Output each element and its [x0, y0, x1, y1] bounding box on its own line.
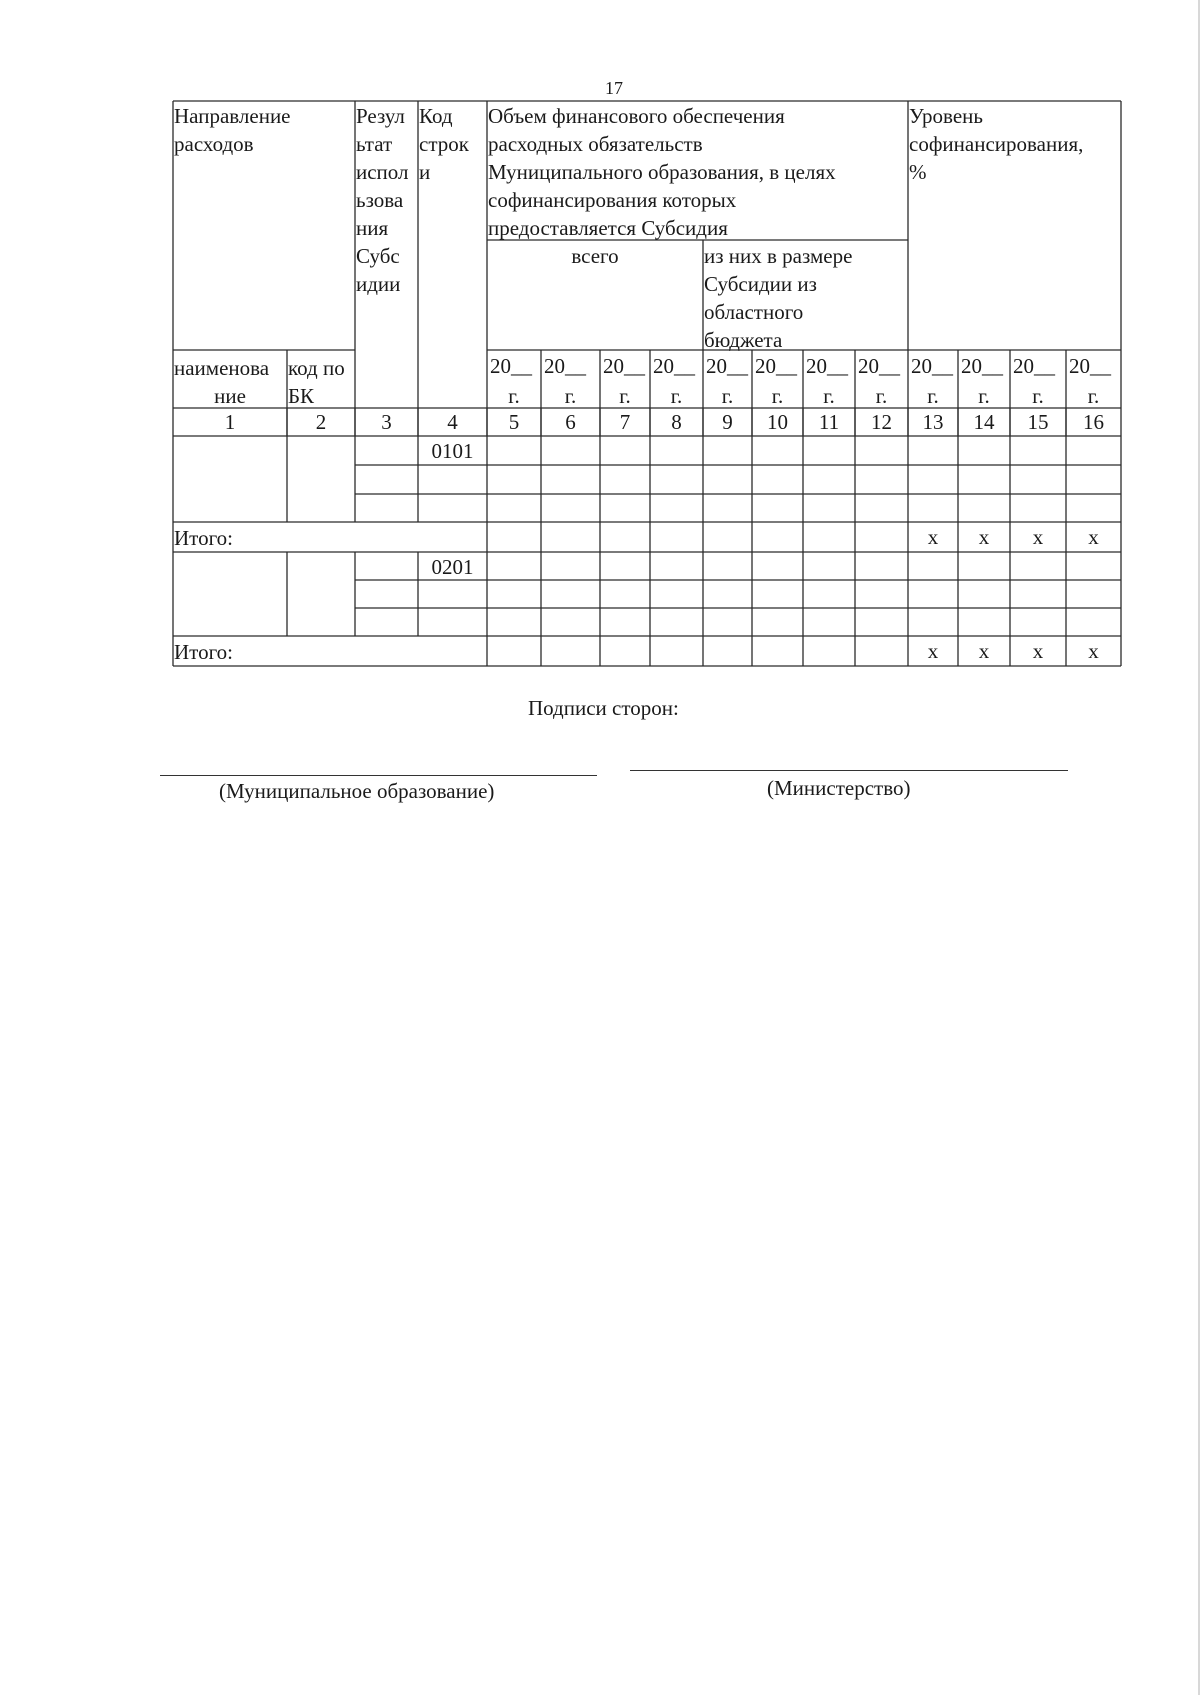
- header-result: испол: [356, 160, 409, 184]
- header-of-them: из них в размере: [704, 244, 853, 268]
- header-level: Уровень: [909, 104, 983, 128]
- header-result: идии: [356, 272, 401, 296]
- year-label: 20__: [706, 354, 748, 378]
- header-of-them: Субсидии из: [704, 272, 817, 296]
- year-label: 20__: [806, 354, 848, 378]
- year-label: г.: [927, 384, 939, 408]
- year-label: 20__: [653, 354, 695, 378]
- header-level: софинансирования,: [909, 132, 1084, 156]
- signature-caption-municipality: (Муниципальное образование): [219, 779, 495, 803]
- header-kbk: код по: [288, 356, 345, 380]
- column-number: 9: [722, 410, 733, 434]
- x-mark: x: [1088, 639, 1099, 663]
- column-number: 15: [1027, 410, 1049, 434]
- year-label: г.: [875, 384, 888, 408]
- column-number: 16: [1083, 410, 1104, 434]
- header-direction: расходов: [174, 132, 254, 156]
- header-code: Код: [419, 104, 453, 128]
- header-result: ния: [356, 216, 389, 240]
- header-volume: софинансирования которых: [488, 188, 737, 212]
- header-name: наименова: [174, 356, 270, 380]
- column-number: 10: [767, 410, 788, 434]
- year-label: 20__: [961, 354, 1003, 378]
- year-label: 20__: [603, 354, 645, 378]
- header-volume: расходных обязательств: [488, 132, 703, 156]
- year-label: 20__: [755, 354, 797, 378]
- year-label: г.: [771, 384, 784, 408]
- column-number: 13: [922, 410, 944, 434]
- header-level: %: [909, 160, 927, 184]
- year-label: 20__: [858, 354, 900, 378]
- column-number: 11: [818, 410, 840, 434]
- header-volume: Муниципального образования, в целях: [488, 160, 836, 184]
- total-label: Итого:: [174, 640, 233, 664]
- year-label: г.: [1087, 384, 1100, 408]
- x-mark: x: [1032, 639, 1044, 663]
- x-mark: x: [978, 639, 990, 663]
- x-mark: x: [1088, 525, 1099, 549]
- row-code: 0201: [431, 555, 474, 579]
- column-number: 2: [315, 410, 327, 434]
- header-kbk: БК: [288, 384, 315, 408]
- header-result: Субс: [356, 244, 400, 268]
- column-number: 3: [381, 410, 392, 434]
- year-label: г.: [670, 384, 683, 408]
- page-number: 17: [605, 78, 623, 98]
- header-direction: Направление: [174, 104, 291, 128]
- header-of-them: бюджета: [704, 328, 783, 352]
- year-label: г.: [721, 384, 734, 408]
- column-number: 1: [224, 410, 236, 434]
- x-mark: x: [927, 525, 939, 549]
- header-of-them: областного: [704, 300, 804, 324]
- header-total: всего: [571, 244, 619, 268]
- year-label: г.: [1032, 384, 1044, 408]
- column-number: 8: [671, 410, 682, 434]
- year-label: 20__: [490, 354, 532, 378]
- year-label: г.: [564, 384, 577, 408]
- signatures-title: Подписи сторон:: [528, 696, 679, 720]
- column-number: 14: [973, 410, 995, 434]
- year-label: г.: [619, 384, 631, 408]
- column-number: 7: [619, 410, 631, 434]
- row-code: 0101: [431, 439, 474, 463]
- column-number: 5: [508, 410, 520, 434]
- year-label: 20__: [1069, 354, 1111, 378]
- x-mark: x: [927, 639, 939, 663]
- column-number: 12: [871, 410, 892, 434]
- year-label: г.: [508, 384, 520, 408]
- header-result: ьзова: [356, 188, 404, 212]
- header-name: ние: [214, 384, 246, 408]
- header-code: строк: [419, 132, 469, 156]
- year-label: г.: [823, 384, 835, 408]
- signature-line-ministry: [630, 770, 1068, 771]
- x-mark: x: [978, 525, 990, 549]
- header-volume: предоставляется Субсидия: [488, 216, 728, 240]
- total-label: Итого:: [174, 526, 233, 550]
- header-result: ьтат: [356, 132, 393, 156]
- header-volume: Объем финансового обеспечения: [488, 104, 785, 128]
- year-label: г.: [978, 384, 990, 408]
- year-label: 20__: [544, 354, 586, 378]
- header-result: Резул: [356, 104, 405, 128]
- signature-line-municipality: [160, 775, 597, 776]
- x-mark: x: [1032, 525, 1044, 549]
- column-number: 4: [447, 410, 458, 434]
- signature-caption-ministry: (Министерство): [767, 776, 911, 800]
- year-label: 20__: [911, 354, 953, 378]
- header-code: и: [419, 160, 431, 184]
- year-label: 20__: [1013, 354, 1055, 378]
- column-number: 6: [565, 410, 576, 434]
